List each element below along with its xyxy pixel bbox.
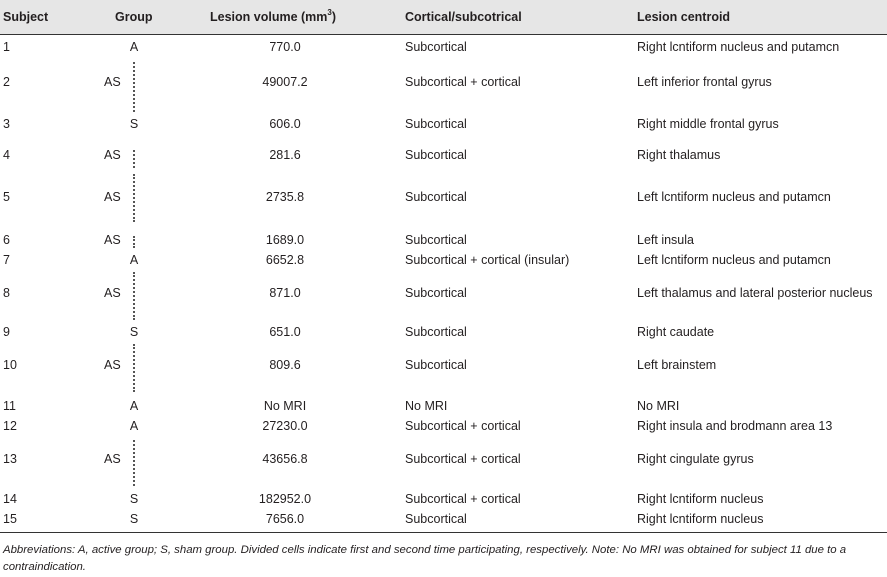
cell-group: A xyxy=(129,253,139,267)
group-sham: S xyxy=(112,75,121,89)
header-volume: Lesion volume $(mm^3)$ xyxy=(210,7,337,24)
cell-cortical: Subcortical xyxy=(405,233,467,247)
cell-subject: 15 xyxy=(3,512,17,526)
cell-centroid: No MRI xyxy=(637,399,680,413)
cell-cortical: Subcortical xyxy=(405,40,467,54)
cell-group: S xyxy=(129,325,139,339)
group-sham: S xyxy=(112,286,121,300)
cell-volume: 7656.0 xyxy=(265,512,305,526)
cell-subject: 2 xyxy=(3,75,10,89)
cell-volume: 770.0 xyxy=(269,40,301,54)
cell-cortical: Subcortical xyxy=(405,358,467,372)
group-divider xyxy=(133,174,135,222)
bottom-rule xyxy=(0,532,887,533)
cell-cortical: Subcortical + cortical (insular) xyxy=(405,253,570,267)
cell-cortical: Subcortical + cortical xyxy=(405,492,521,506)
cell-volume: 6652.8 xyxy=(265,253,305,267)
group-divider xyxy=(133,272,135,320)
table-footnote: Abbreviations: A, active group; S, sham group. Divided cells indicate first and second time participating, respectively. Note: No MRI was obtained for subject 11 due to a contraindication. xyxy=(3,544,847,573)
group-active: A xyxy=(104,233,113,247)
cell-subject: 12 xyxy=(3,419,17,433)
cell-subject: 3 xyxy=(3,117,10,131)
cell-centroid: Left lcntiform nucleus and putamcn xyxy=(637,253,831,267)
cell-subject: 10 xyxy=(3,358,17,372)
cell-volume: 43656.8 xyxy=(262,452,308,466)
cell-centroid: Left lcntiform nucleus and putamcn xyxy=(637,190,831,204)
table-header xyxy=(0,0,887,34)
cell-volume: 1689.0 xyxy=(265,233,305,247)
cell-subject: 9 xyxy=(3,325,10,339)
cell-cortical: Subcortical + cortical xyxy=(405,419,521,433)
group-sham: S xyxy=(112,358,121,372)
cell-centroid: Left thalamus and lateral posterior nucleus xyxy=(637,286,873,300)
group-divider xyxy=(133,62,135,112)
cell-group: A xyxy=(129,40,139,54)
cell-cortical: Subcortical xyxy=(405,148,467,162)
cell-centroid: Right thalamus xyxy=(637,148,721,162)
cell-subject: 7 xyxy=(3,253,10,267)
group-divider xyxy=(133,150,135,168)
cell-subject: 13 xyxy=(3,452,17,466)
group-sham: S xyxy=(112,452,121,466)
group-divider xyxy=(133,344,135,392)
cell-cortical: Subcortical + cortical xyxy=(405,75,521,89)
group-active: A xyxy=(104,190,113,204)
cell-group: A xyxy=(129,399,139,413)
group-active: A xyxy=(104,148,113,162)
cell-volume: No MRI xyxy=(263,399,307,413)
cell-centroid: Left insula xyxy=(637,233,694,247)
cell-volume: 871.0 xyxy=(269,286,301,300)
cell-subject: 4 xyxy=(3,148,10,162)
group-active: A xyxy=(104,358,113,372)
cell-volume: 2735.8 xyxy=(265,190,305,204)
cell-cortical: No MRI xyxy=(405,399,448,413)
cell-volume: 651.0 xyxy=(269,325,301,339)
group-divider xyxy=(133,236,135,248)
group-divider xyxy=(133,440,135,486)
header-subject: Subject xyxy=(3,10,49,24)
cell-centroid: Right lcntiform nucleus xyxy=(637,492,764,506)
cell-centroid: Right lcntiform nucleus and putamcn xyxy=(637,40,840,54)
header-group: Group xyxy=(115,10,153,24)
cell-cortical: Subcortical xyxy=(405,325,467,339)
cell-group: A xyxy=(129,419,139,433)
cell-volume: 27230.0 xyxy=(262,419,308,433)
cell-volume: 182952.0 xyxy=(258,492,312,506)
cell-centroid: Left inferior frontal gyrus xyxy=(637,75,772,89)
cell-subject: 6 xyxy=(3,233,10,247)
group-active: A xyxy=(104,452,113,466)
cell-subject: 8 xyxy=(3,286,10,300)
cell-cortical: Subcortical xyxy=(405,190,467,204)
cell-subject: 14 xyxy=(3,492,17,506)
cell-cortical: Subcortical + cortical xyxy=(405,452,521,466)
header-centroid: Lesion centroid xyxy=(637,10,731,24)
group-sham: S xyxy=(112,148,121,162)
header-rule xyxy=(0,34,887,35)
cell-centroid: Right lcntiform nucleus xyxy=(637,512,764,526)
group-sham: S xyxy=(112,190,121,204)
cell-volume: 49007.2 xyxy=(262,75,308,89)
group-sham: S xyxy=(112,233,121,247)
cell-volume: 809.6 xyxy=(269,358,301,372)
cell-volume: 606.0 xyxy=(269,117,301,131)
cell-group: S xyxy=(129,492,139,506)
cell-group: S xyxy=(129,117,139,131)
header-cortical: Cortical/subcotrical xyxy=(405,10,522,24)
group-active: A xyxy=(104,286,113,300)
cell-subject: 1 xyxy=(3,40,10,54)
cell-centroid: Left brainstem xyxy=(637,358,717,372)
cell-volume: 281.6 xyxy=(269,148,301,162)
cell-cortical: Subcortical xyxy=(405,512,467,526)
cell-group: S xyxy=(129,512,139,526)
group-active: A xyxy=(104,75,113,89)
cell-subject: 5 xyxy=(3,190,10,204)
cell-centroid: Right caudate xyxy=(637,325,715,339)
cell-centroid: Right middle frontal gyrus xyxy=(637,117,779,131)
cell-centroid: Right insula and brodmann area 13 xyxy=(637,419,833,433)
cell-cortical: Subcortical xyxy=(405,117,467,131)
cell-subject: 11 xyxy=(3,399,16,413)
cell-cortical: Subcortical xyxy=(405,286,467,300)
cell-centroid: Right cingulate gyrus xyxy=(637,452,754,466)
